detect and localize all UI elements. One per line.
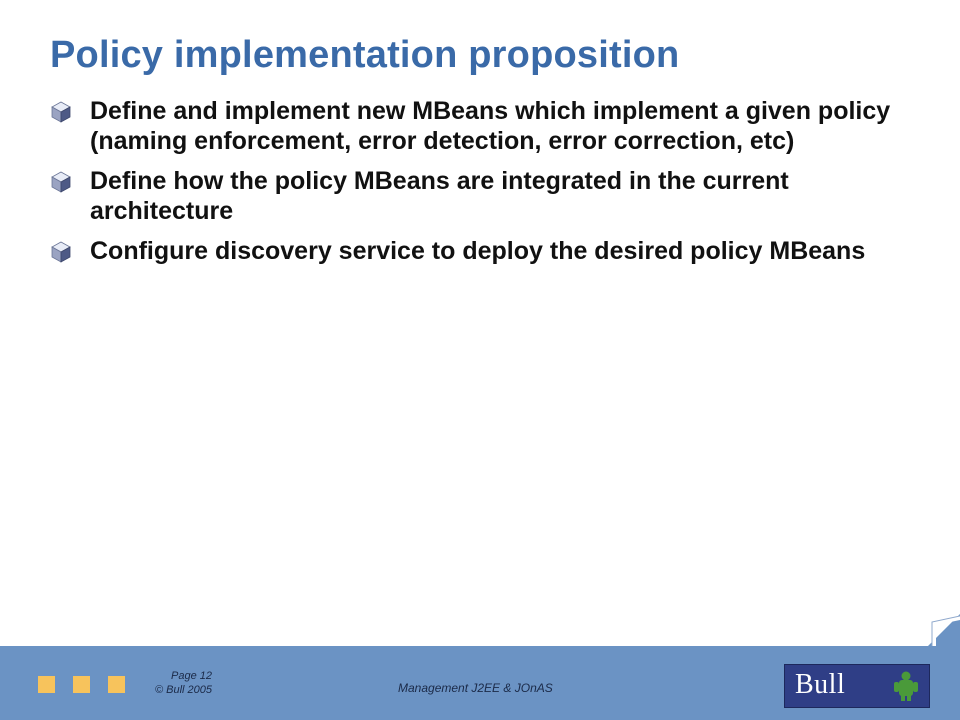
square-icon — [38, 676, 55, 693]
logo-text: Bull — [795, 669, 846, 700]
decorative-squares — [38, 676, 143, 693]
bullet-text: Define how the policy MBeans are integrated in the current architecture — [90, 167, 789, 225]
footer-bar — [0, 646, 960, 720]
square-icon — [73, 676, 90, 693]
bullet-text: Configure discovery service to deploy the desired policy MBeans — [90, 237, 866, 265]
bullet-item — [50, 96, 930, 156]
bullet-list — [50, 96, 930, 276]
footer-title: Management J2EE & JOnAS — [398, 681, 553, 695]
bullet-item — [50, 166, 930, 226]
cube-bullet-icon — [50, 171, 72, 193]
copyright: © Bull 2005 — [154, 684, 212, 696]
cube-bullet-icon — [50, 241, 72, 263]
square-icon — [108, 676, 125, 693]
logo-emblem-icon — [891, 670, 921, 702]
bullet-text: Define and implement new MBeans which implement a given policy (naming enforcement, error detection, error correction, etc) — [90, 97, 891, 155]
bull-logo — [784, 664, 930, 708]
slide-title: Policy implementation proposition — [50, 34, 680, 76]
cube-bullet-icon — [50, 101, 72, 123]
page-info — [150, 669, 212, 697]
page-corner-icon — [928, 614, 960, 646]
page-number: Page 12 — [171, 670, 212, 682]
bullet-item — [50, 236, 930, 266]
